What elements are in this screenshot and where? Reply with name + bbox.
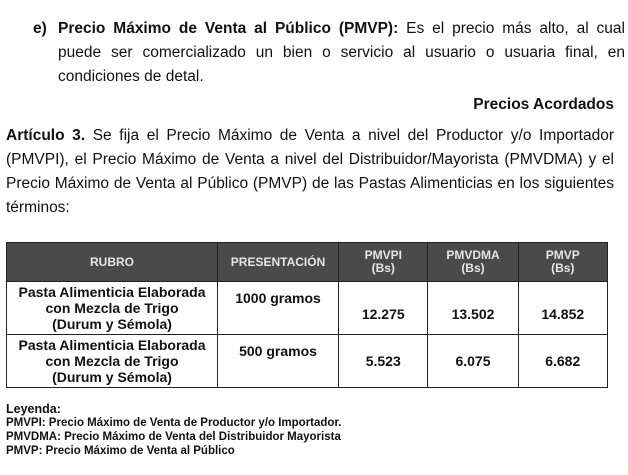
legend-item: PMVDMA: Precio Máximo de Venta del Distribuidor Mayorista bbox=[6, 431, 341, 443]
table-row bbox=[7, 335, 608, 388]
list-marker: e) bbox=[33, 20, 47, 37]
product-line: (Durum y Sémola) bbox=[52, 369, 172, 385]
product-line: con Mezcla de Trigo bbox=[45, 300, 179, 316]
legend-item: PMVP: Precio Máximo de Venta al Público bbox=[6, 445, 235, 457]
header-pmvdma-unit: (Bs) bbox=[461, 261, 485, 275]
header-pmvp bbox=[518, 243, 608, 282]
pmvpi-cell: 5.523 bbox=[339, 335, 428, 388]
header-pmvpi-label: PMVPI bbox=[364, 248, 402, 262]
product-cell bbox=[7, 335, 218, 388]
article-3-paragraph bbox=[6, 124, 614, 220]
pmvdma-cell: 6.075 bbox=[428, 335, 518, 388]
header-pmvp-unit: (Bs) bbox=[551, 261, 575, 275]
product-line: con Mezcla de Trigo bbox=[45, 353, 179, 369]
header-pmvpi bbox=[339, 243, 428, 282]
product-line: Pasta Alimenticia Elaborada bbox=[18, 337, 206, 353]
legend bbox=[6, 402, 342, 458]
definition-body bbox=[58, 17, 625, 89]
table-header-row bbox=[7, 243, 608, 282]
header-pmvpi-unit: (Bs) bbox=[371, 261, 395, 275]
presentation-cell: 1000 gramos bbox=[218, 282, 339, 335]
definition-term: Precio Máximo de Venta al Público (PMVP): bbox=[58, 20, 399, 37]
header-rubro: RUBRO bbox=[7, 243, 218, 282]
presentation-cell: 500 gramos bbox=[218, 335, 339, 388]
legend-item: PMVPI: Precio Máximo de Venta de Productor y/o Importador. bbox=[6, 417, 342, 429]
legend-title: Leyenda: bbox=[6, 402, 61, 416]
header-presentacion: PRESENTACIÓN bbox=[218, 243, 339, 282]
product-line: Pasta Alimenticia Elaborada bbox=[18, 284, 206, 300]
price-table bbox=[6, 242, 608, 388]
pmvdma-cell: 13.502 bbox=[428, 282, 518, 335]
pmvp-cell: 14.852 bbox=[518, 282, 608, 335]
pmvpi-cell: 12.275 bbox=[339, 282, 428, 335]
definition-text: Es el precio más alto, al cual puede ser comercializado un bien o servicio al usuario o usuaria final, en condiciones de detal. bbox=[58, 20, 625, 85]
header-pmvdma-label: PMVDMA bbox=[446, 248, 500, 262]
table-row bbox=[7, 282, 608, 335]
article-label: Artículo 3. bbox=[6, 127, 86, 144]
product-line: (Durum y Sémola) bbox=[52, 316, 172, 332]
header-pmvdma bbox=[428, 243, 518, 282]
definition-item-e bbox=[33, 17, 625, 89]
product-cell bbox=[7, 282, 218, 335]
section-heading: Precios Acordados bbox=[473, 96, 614, 113]
pmvp-cell: 6.682 bbox=[518, 335, 608, 388]
header-pmvp-label: PMVP bbox=[545, 248, 580, 262]
article-text: Se fija el Precio Máximo de Venta a nivel del Productor y/o Importador (PMVPI), el Precio Máximo de Venta a nivel del Distribuidor/Mayorista (PMVDMA) y el Precio Máximo de Venta al Público (PMVP) de las Pastas Alimenticias en los siguientes términos: bbox=[6, 127, 614, 216]
